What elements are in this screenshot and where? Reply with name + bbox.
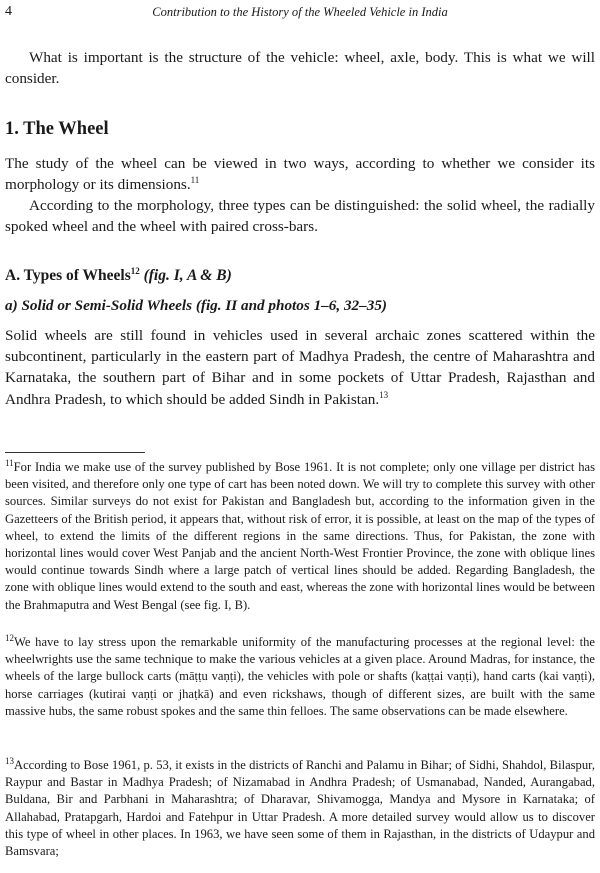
wheel-paragraph-1-text: The study of the wheel can be viewed in two ways, according to whether we consider its morphology or its dimensions.	[5, 155, 595, 194]
wheel-paragraph-2: According to the morphology, three types can be distinguished: the solid wheel, the radially spoked wheel and the wheel with paired cross-bars.	[5, 197, 595, 236]
footnote-12	[5, 634, 595, 720]
footnote-11-number: 11	[5, 457, 14, 468]
subsection-heading-figref: (fig. I, A & B)	[139, 267, 232, 284]
subsection-heading-text: A. Types of Wheels	[5, 267, 131, 284]
solid-wheels-text: Solid wheels are still found in vehicles used in several archaic zones scattered within the subcontinent, particularly in the eastern part of Madhya Pradesh, the centre of Maharashtra and Karnataka, the southern part of Bihar and in some pockets of Uttar Pradesh, Rajasthan and Andhra Pradesh, to which should be added Sindh in Pakistan.	[5, 327, 595, 408]
page-number: 4	[5, 4, 12, 19]
running-header	[5, 4, 595, 24]
footnote-ref-11: 11	[190, 175, 200, 186]
intro-paragraph: What is important is the structure of the vehicle: wheel, axle, body. This is what we will consider.	[5, 49, 595, 88]
subsubsection-heading-solid: a) Solid or Semi-Solid Wheels (fig. II and photos 1–6, 32–35)	[5, 297, 387, 314]
solid-wheels-paragraph	[5, 325, 595, 410]
section-heading-wheel: 1. The Wheel	[5, 119, 109, 139]
footnote-13-text: According to Bose 1961, p. 53, it exists in the districts of Ranchi and Palamu in Bihar; of Sidhi, Shahdol, Bilaspur, Raypur and Bastar in Madhya Pradesh; of Nizamabad in Andhra Pradesh; of Usmanabad, Nanded, Aurangabad, Buldana, Bir and Parbhani in Maharashtra; of Dharavar, Shivamogga, Mandya and Mysore in Karnataka; of Allahabad, Pratapgarh, Hardoi and Fatehpur in Uttar Pradesh. A more detailed survey would allow us to discover this type of wheel in other places. In 1963, we have seen some of them in Rajasthan, in the districts of Udaypur and Bamsvara;	[5, 758, 595, 859]
footnote-13	[5, 757, 595, 860]
footnote-ref-13: 13	[379, 389, 389, 400]
footnote-divider	[5, 452, 145, 453]
footnote-12-text: We have to lay stress upon the remarkable uniformity of the manufacturing processes at the regional level: the wheelwrights use the same technique to make the various vehicles at a given place. Around Madras, for instance, the wheels of the large bullock carts (māṭṭu vaṇṭi), the vehicles with pole or shafts (kaṭṭai vaṇṭi), hand carts (kai vaṇṭi), horse carriages (kutirai vaṇṭi or jhaṭkā) and even rickshaws, though of different sizes, are built with the same massive hubs, the same robust spokes and the same thin felloes. The same observations can be made elsewhere.	[5, 635, 595, 718]
subsection-heading-types	[5, 267, 232, 285]
running-title: Contribution to the History of the Wheeled Vehicle in India	[152, 5, 448, 19]
footnote-13-number: 13	[5, 755, 14, 766]
footnote-11	[5, 459, 595, 614]
footnote-12-number: 12	[5, 632, 14, 643]
footnote-11-text: For India we make use of the survey published by Bose 1961. It is not complete; only one village per district has been visited, and therefore only one type of cart has been noted down. We will try to complete this survey with other sources. Similar surveys do not exist for Pakistan and Bangladesh but, according to the information given in the Gazetteers of the British period, it appears that, without risk of error, it is possible, at least on the map of the types of wheel, to extend the limits of the different regions in the same directions. Thus, for Pakistan, the zone with horizontal lines would cover West Panjab and the ancient North-West Frontier Province, the zone with oblique lines would continue towards Sindh where a large patch of vertical lines should be added. Regarding Bangladesh, the zone with oblique lines would extend to the south and east, whereas the zone with horizontal lines would be between the Brahmaputra and West Bengal (see fig. I, B).	[5, 460, 595, 612]
footnote-ref-12: 12	[130, 265, 140, 276]
wheel-paragraph-1	[5, 153, 595, 195]
